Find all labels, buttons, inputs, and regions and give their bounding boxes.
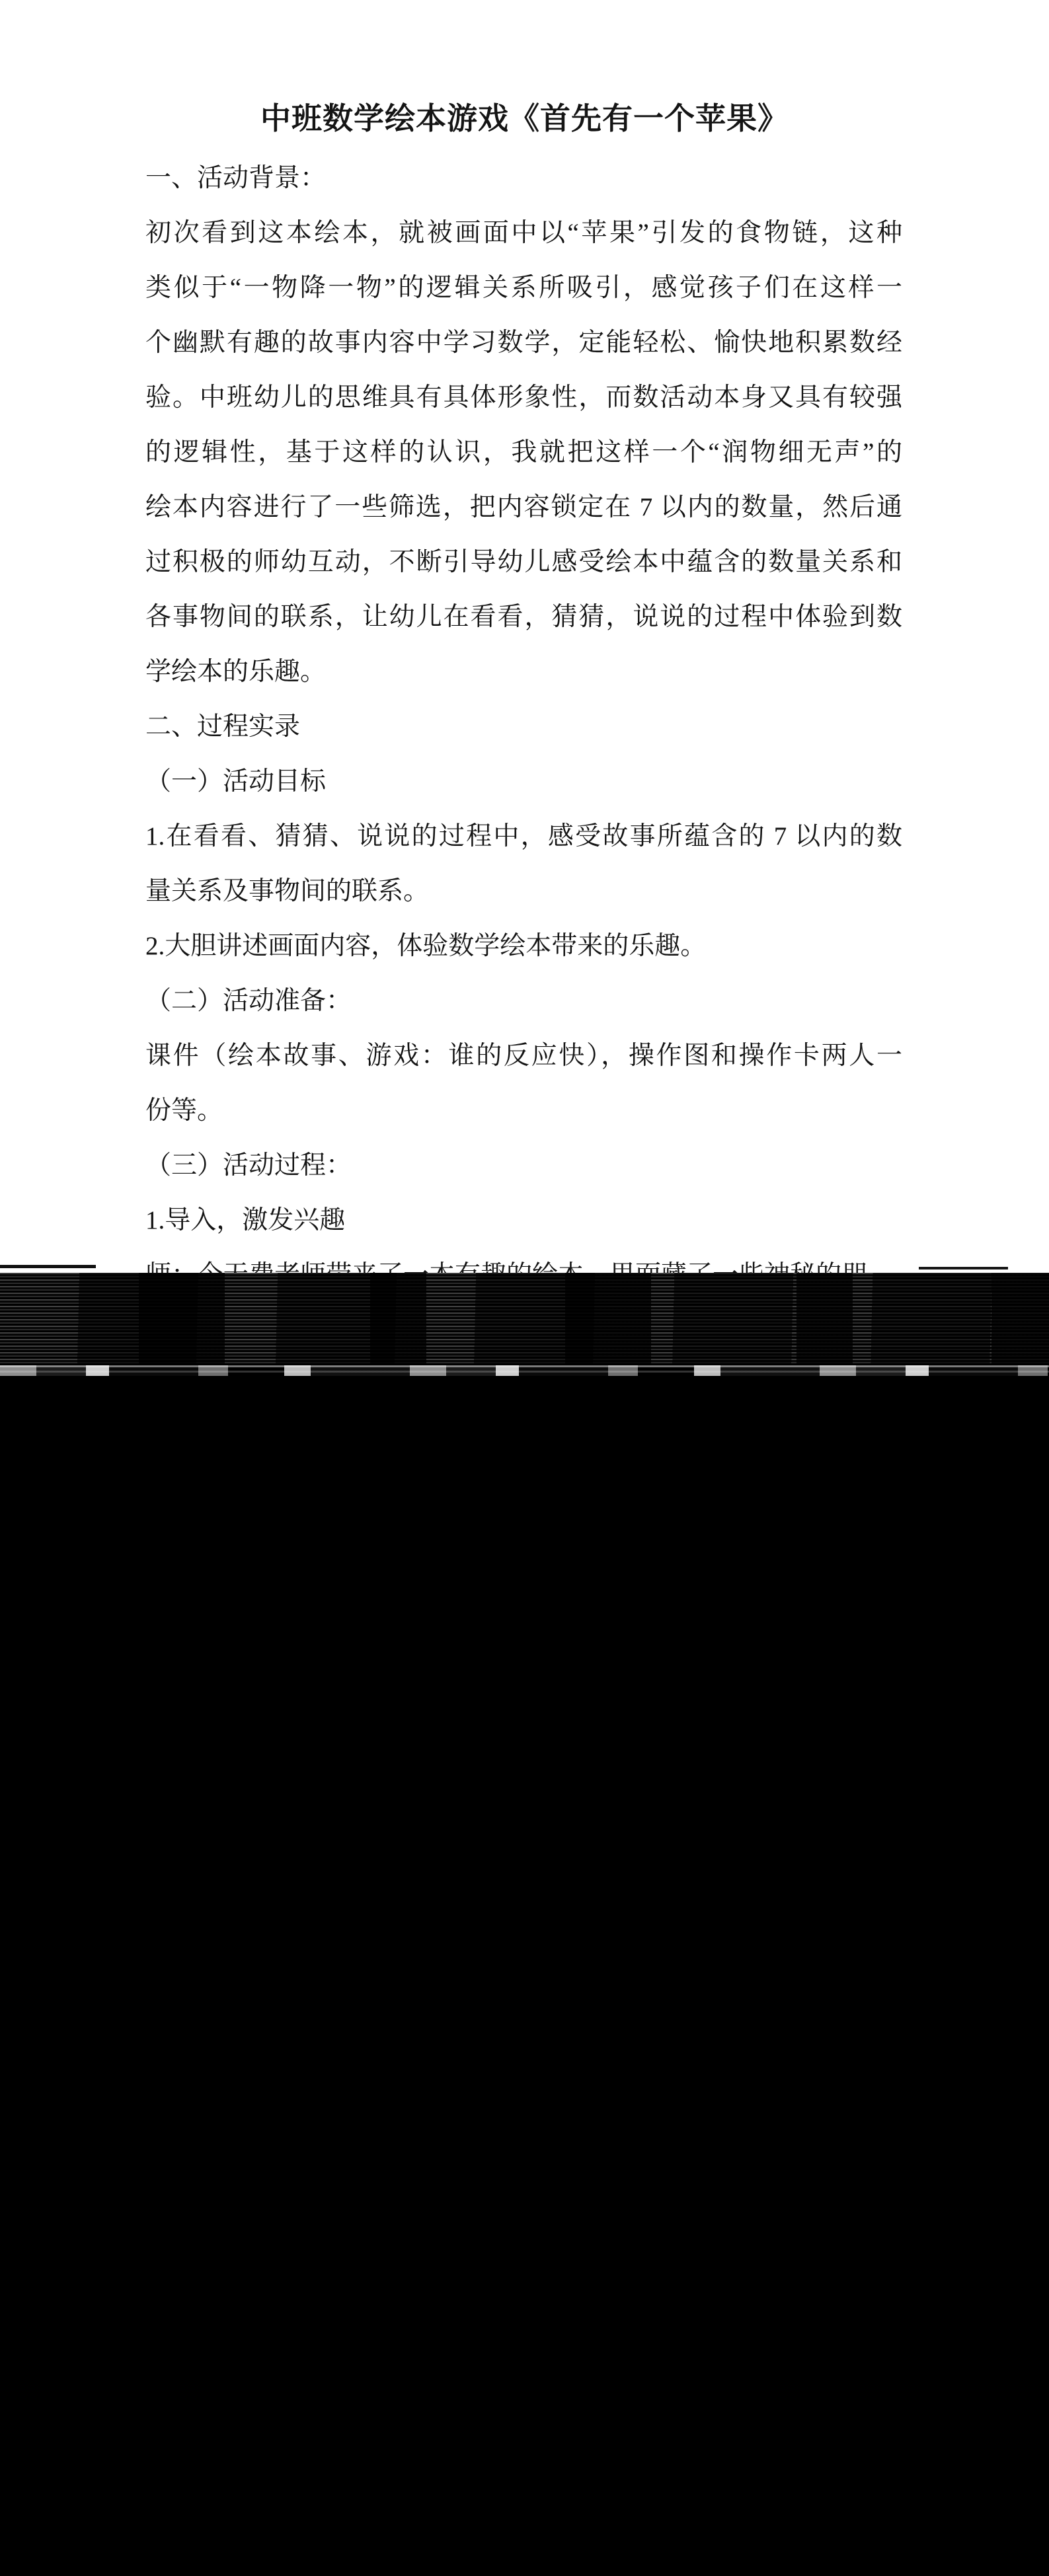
text-line: 2.大胆讲述画面内容，体验数学绘本带来的乐趣。: [145, 932, 707, 960]
text-line: 二、过程实录: [145, 712, 301, 741]
glitch-dash: [0, 1265, 96, 1268]
text-line: 的逻辑性，基于这样的认识，我就把这样一个“润物细无声”的: [145, 438, 902, 467]
text-line: 1.导入，激发兴趣: [145, 1206, 346, 1234]
text-line: 学绘本的乐趣。: [145, 658, 327, 686]
text-line: 绘本内容进行了一些筛选，把内容锁定在 7 以内的数量，然后通: [145, 493, 902, 521]
black-region: [0, 1376, 1049, 2576]
text-line: （一）活动目标: [145, 767, 327, 796]
glitch-dash: [919, 1267, 1008, 1269]
text-line: 各事物间的联系，让幼儿在看看，猜猜，说说的过程中体验到数: [145, 603, 902, 631]
text-line: 个幽默有趣的故事内容中学习数学，定能轻松、愉快地积累数经: [145, 328, 902, 357]
text-line: （二）活动准备：: [145, 987, 352, 1015]
text-line: 一、活动背景：: [145, 164, 327, 192]
text-line: 量关系及事物间的联系。: [145, 877, 430, 905]
document-body: [145, 151, 902, 1303]
corrupted-scanline-band: [0, 1273, 1049, 1365]
text-line: 类似于“一物降一物”的逻辑关系所吸引，感觉孩子们在这样一: [145, 274, 902, 302]
page-title: 中班数学绘本游戏《首先有一个苹果》: [260, 102, 789, 135]
text-line: 1.在看看、猜猜、说说的过程中，感受故事所蕴含的 7 以内的数: [145, 822, 902, 851]
text-line: （三）活动过程：: [145, 1151, 352, 1180]
text-line: 过积极的师幼互动，不断引导幼儿感受绘本中蕴含的数量关系和: [145, 548, 902, 576]
text-line: 初次看到这本绘本，就被画面中以“苹果”引发的食物链，这种: [145, 219, 902, 247]
corrupted-noise-strip: [0, 1365, 1049, 1376]
text-line: 课件（绘本故事、游戏：谁的反应快），操作图和操作卡两人一: [145, 1042, 902, 1070]
text-line: 份等。: [145, 1096, 223, 1125]
text-line: 验。中班幼儿的思维具有具体形象性，而数活动本身又具有较强: [145, 383, 902, 412]
